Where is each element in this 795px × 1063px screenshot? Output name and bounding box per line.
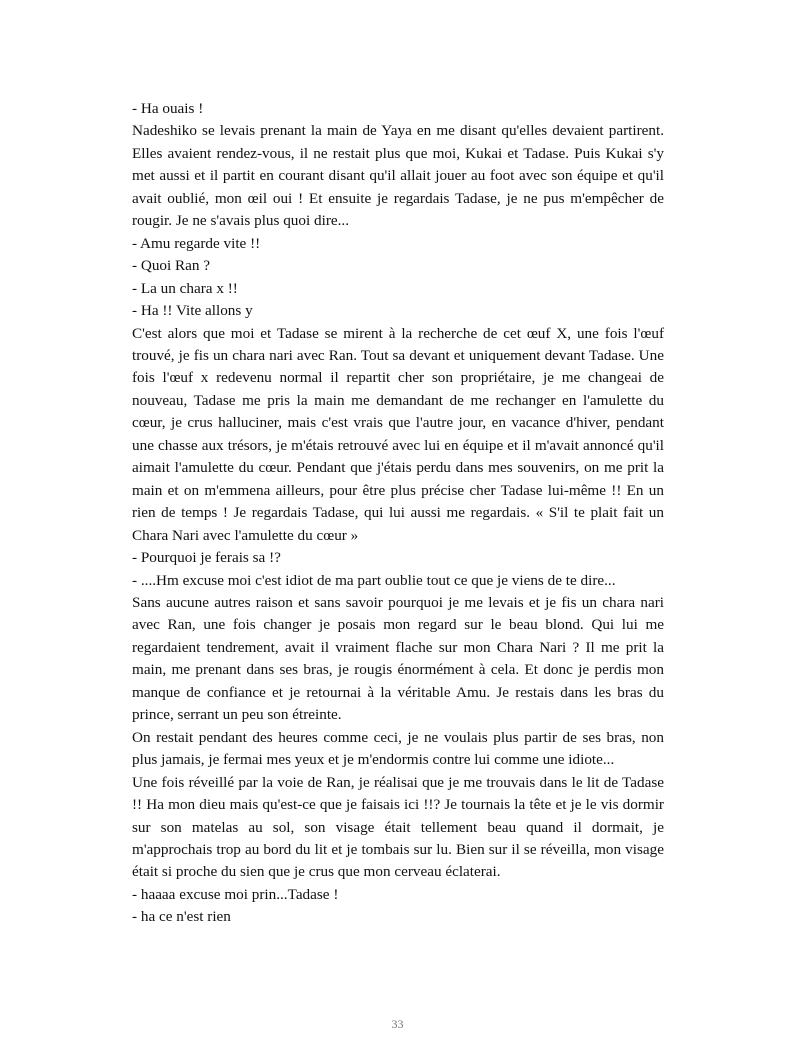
dialogue-line: - Pourquoi je ferais sa !? — [132, 549, 281, 567]
dialogue-line: - Ha !! Vite allons y — [132, 302, 253, 320]
narration-paragraph: C'est alors que moi et Tadase se mirent à la recherche de cet œuf X, une fois l'œuf trouvé, je fis un chara nari avec Ran. Tout sa devant et uniquement devant Tadase. Une fois l'œuf x redevenu normal il repartit cher son propriétaire, je me changeai de nouveau, Tadase me pris la main me demandant de me rechanger en l'amulette du cœur, je crus halluciner, mais c'est vrais que l'autre jour, en vacance d'hiver, pendant une chasse aux trésors, je m'étais retrouvé avec lui en équipe et il m'avait annoncé qu'il aimait l'amulette du cœur. Pendant que j'étais perdu dans mes souvenirs, on me prit la main et on m'emmena ailleurs, pour être plus précise cher Tadase lui-même !! En un rien de temps ! Je regardais Tadase, qui lui aussi me regardais. « S'il te plait fait un Chara Nari avec l'amulette du cœur » — [132, 324, 664, 544]
dialogue-line: - Ha ouais ! — [132, 100, 204, 117]
dialogue-line: - La un chara x !! — [132, 279, 238, 297]
page-number: 33 — [391, 1017, 404, 1031]
narration-paragraph: Une fois réveillé par la voie de Ran, je réalisai que je me trouvais dans le lit de Tadase !! Ha mon dieu mais qu'est-ce que je faisais ici !!? Je tournais la tête et je le vis dormir sur son matelas au sol, son visage était tellement beau quand il dormait, je m'approchais trop au bord du lit et je tombais sur lu. Bien sur il se réveilla, mon visage était si proche du sien que je crus que mon cerveau éclaterai. — [132, 773, 664, 881]
narration-paragraph: Sans aucune autres raison et sans savoir pourquoi je me levais et je fis un chara nari avec Ran, une fois changer je posais mon regard sur le beau blond. Qui lui me regardaient tendrement, avait il vraiment flache sur mon Chara Nari ? Il me prit la main, me prenant dans ses bras, je rougis énormément à cela. Et donc je perdis mon manque de confiance et je retournai à la véritable Amu. Je restais dans les bras du prince, serrant un peu son étreinte. — [132, 593, 664, 724]
dialogue-line: - ....Hm excuse moi c'est idiot de ma part oublie tout ce que je viens de te dire... — [132, 571, 616, 589]
dialogue-line: - ha ce n'est rien — [132, 908, 231, 926]
narration-paragraph: Nadeshiko se levais prenant la main de Yaya en me disant qu'elles devaient partirent. Elles avaient rendez-vous, il ne restait plus que moi, Kukai et Tadase. Puis Kukai s'y met aussi et il partit en courant disant qu'il allait jouer au foot avec son équipe et qu'il avait oublié, mon œil oui ! Et ensuite je regardais Tadase, je ne pus m'empêcher de rougir. Je ne s'avais plus quoi dire... — [132, 122, 664, 230]
narration-paragraph: On restait pendant des heures comme ceci, je ne voulais plus partir de ses bras, non plus jamais, je fermai mes yeux et je m'endormis contre lui comme une idiote... — [132, 728, 664, 769]
dialogue-line: - haaaa excuse moi prin...Tadase ! — [132, 885, 339, 903]
story-text — [132, 98, 664, 929]
dialogue-line: - Quoi Ran ? — [132, 257, 211, 275]
dialogue-line: - Amu regarde vite !! — [132, 234, 261, 252]
